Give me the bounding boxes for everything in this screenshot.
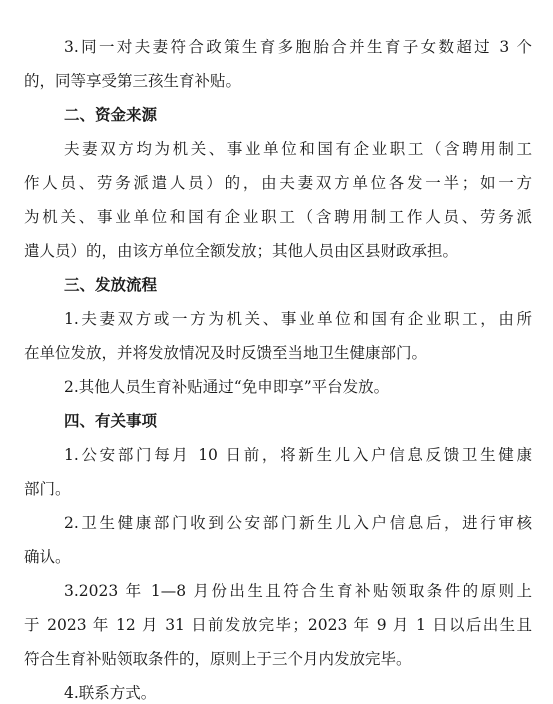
paragraph-matters-3-line-1: 3.2023 年 1—8 月份出生且符合生育补贴领取条件的原则上 xyxy=(64,582,532,600)
paragraph-multiple-births-line-2: 的，同等享受第三孩生育补贴。 xyxy=(24,72,242,90)
paragraph-matters-2-line-1: 2.卫生健康部门收到公安部门新生儿入户信息后，进行审核 xyxy=(64,514,532,532)
paragraph-matters-3-line-2: 于 2023 年 12 月 31 日前发放完毕；2023 年 9 月 1 日以后出生且 xyxy=(24,616,532,634)
paragraph-matters-3-line-3: 符合生育补贴领取条件的，原则上于三个月内发放完毕。 xyxy=(24,650,412,668)
section-heading-funding-source: 二、资金来源 xyxy=(64,106,158,124)
paragraph-process-2-line-1: 2.其他人员生育补贴通过“免申即享”平台发放。 xyxy=(64,378,390,396)
paragraph-funding-line-1: 夫妻双方均为机关、事业单位和国有企业职工（含聘用制工 xyxy=(64,140,532,158)
section-heading-related-matters: 四、有关事项 xyxy=(64,412,158,430)
paragraph-matters-1-line-1: 1.公安部门每月 10 日前，将新生儿入户信息反馈卫生健康 xyxy=(64,446,532,464)
paragraph-funding-line-2: 作人员、劳务派遣人员）的，由夫妻双方单位各发一半；如一方 xyxy=(24,174,532,192)
paragraph-funding-line-3: 为机关、事业单位和国有企业职工（含聘用制工作人员、劳务派 xyxy=(24,208,532,226)
section-heading-distribution-process: 三、发放流程 xyxy=(64,276,158,294)
paragraph-matters-2-line-2: 确认。 xyxy=(24,548,71,566)
paragraph-matters-1-line-2: 部门。 xyxy=(24,480,71,498)
paragraph-process-1-line-1: 1.夫妻双方或一方为机关、事业单位和国有企业职工，由所 xyxy=(64,310,532,328)
paragraph-process-1-line-2: 在单位发放，并将发放情况及时反馈至当地卫生健康部门。 xyxy=(24,344,428,362)
paragraph-matters-4-line-1: 4.联系方式。 xyxy=(64,684,157,702)
paragraph-funding-line-4: 遣人员）的，由该方单位全额发放；其他人员由区县财政承担。 xyxy=(24,242,459,260)
paragraph-multiple-births-line-1: 3.同一对夫妻符合政策生育多胞胎合并生育子女数超过 3 个 xyxy=(64,38,532,56)
